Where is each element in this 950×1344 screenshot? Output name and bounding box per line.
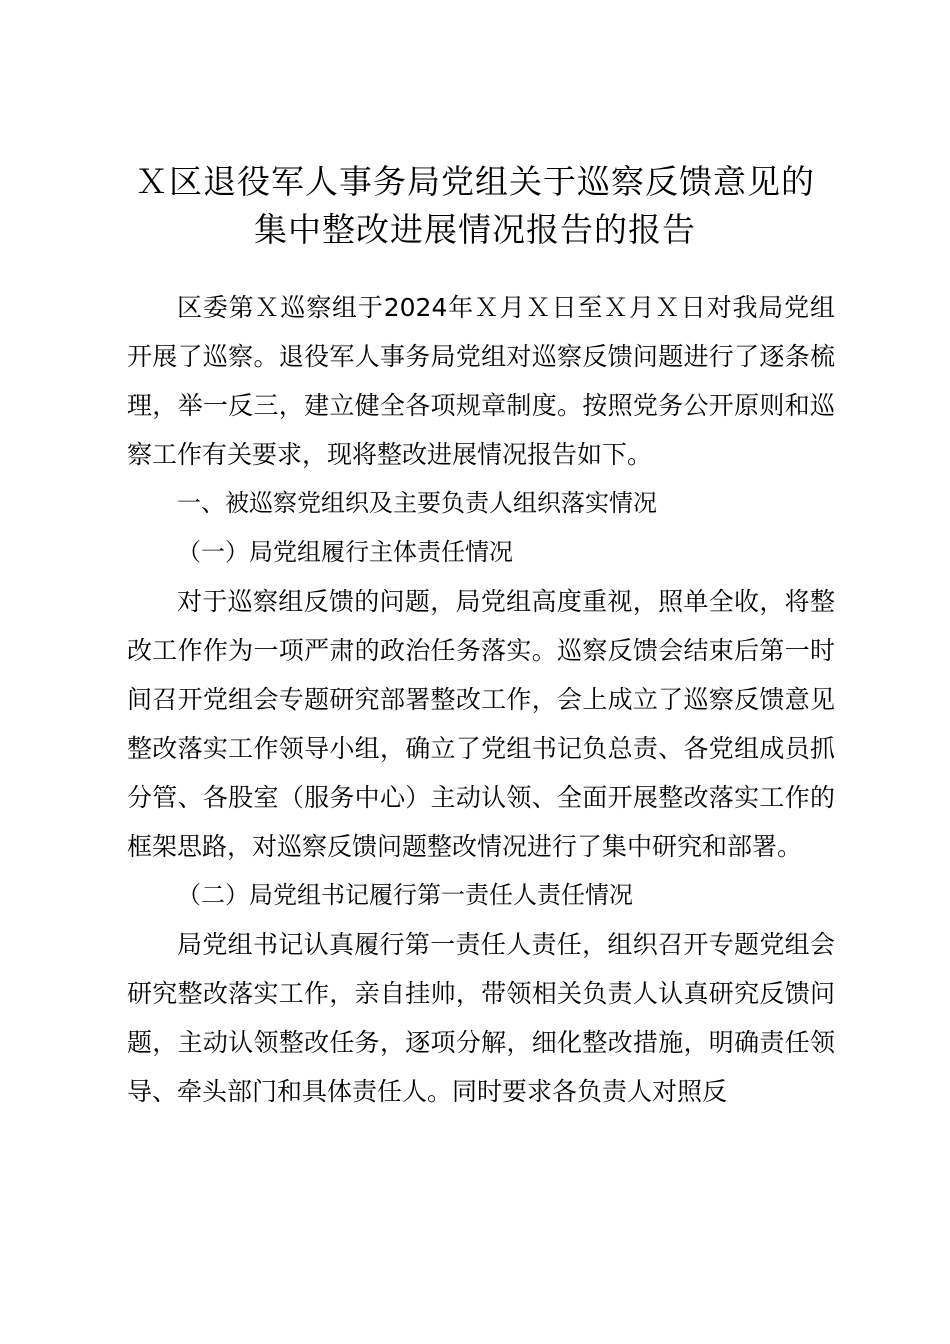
subsection-heading-1: （一）局党组履行主体责任情况: [177, 538, 513, 566]
section-heading-1: 一、被巡察党组织及主要负责人组织落实情况: [177, 489, 657, 517]
title-line-1: Ｘ区退役军人事务局党组关于巡察反馈意见的: [135, 162, 815, 201]
body-paragraph-1: 对于巡察组反馈的问题，局党组高度重视，照单全收，将整改工作作为一项严肃的政治任务落实。巡察反馈会结束后第一时间召开党组会专题研究部署整改工作，会上成立了巡察反馈意见整改落实工作领导小组，确立了党组书记负总责、各党组成员抓分管、各股室（服务中心）主动认领、全面开展整改落实工作的框架思路，对巡察反馈问题整改情况进行了集中研究和部署。: [127, 587, 835, 861]
document-title: [110, 158, 840, 254]
title-line-2: 集中整改进展情况报告的报告: [254, 210, 696, 249]
document-body: [127, 283, 835, 1116]
body-paragraph-2: 局党组书记认真履行第一责任人责任，组织召开专题党组会研究整改落实工作，亲自挂帅，带领相关负责人认真研究反馈问题，主动认领整改任务，逐项分解，细化整改措施，明确责任领导、牵头部门和具体责任人。同时要求各负责人对照反: [127, 930, 835, 1106]
intro-paragraph: 区委第Ｘ巡察组于2024年Ｘ月Ｘ日至Ｘ月Ｘ日对我局党组开展了巡察。退役军人事务局党组对巡察反馈问题进行了逐条梳理，举一反三，建立健全各项规章制度。按照党务公开原则和巡察工作有关要求，现将整改进展情况报告如下。: [127, 293, 835, 469]
subsection-heading-2: （二）局党组书记履行第一责任人责任情况: [177, 881, 633, 909]
